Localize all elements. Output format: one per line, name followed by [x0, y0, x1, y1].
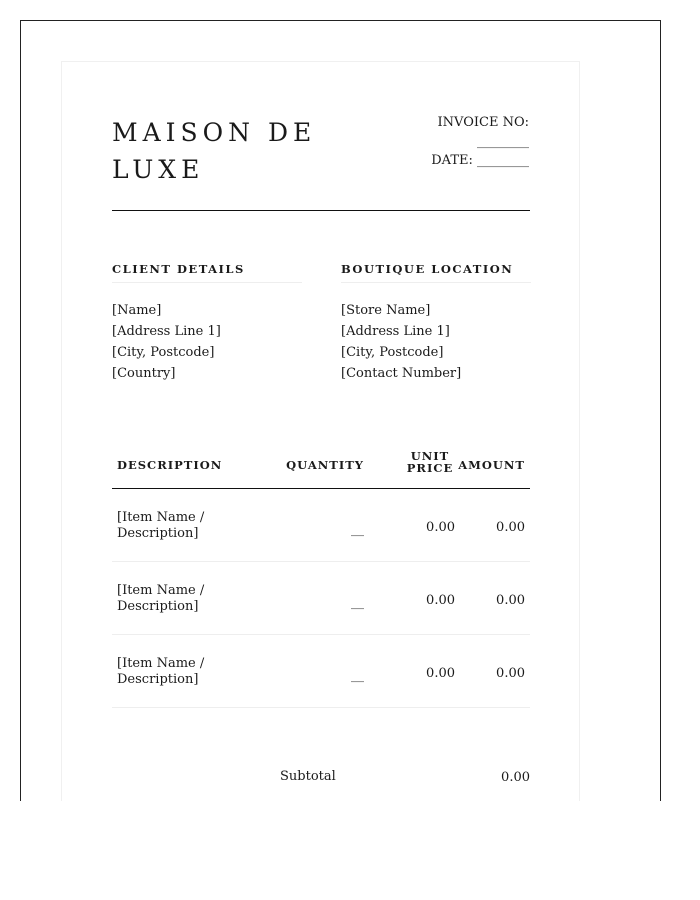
- invoice-date-row: [431, 151, 529, 170]
- client-details-section: [112, 262, 302, 384]
- boutique-city-postcode: [City, Postcode]: [341, 345, 444, 360]
- subtotal-row: [112, 769, 530, 789]
- subtotal-label: Subtotal: [280, 769, 336, 784]
- client-details-heading: CLIENT DETAILS: [112, 262, 302, 283]
- invoice-date-label: DATE:: [431, 153, 473, 168]
- brand-title-line-1: MAISON DE: [112, 118, 317, 147]
- item-description-line-2: Description]: [117, 599, 199, 614]
- line-items-table: [112, 446, 530, 708]
- item-description: [117, 583, 267, 615]
- header-divider: [112, 210, 530, 211]
- item-description-line-2: Description]: [117, 526, 199, 541]
- table-row: [112, 635, 530, 708]
- header-description: DESCRIPTION: [117, 458, 223, 472]
- header-unit-price-line-1: UNIT: [410, 449, 450, 463]
- invoice-number-field[interactable]: ________: [477, 134, 529, 149]
- item-amount: 0.00: [496, 520, 525, 535]
- item-description: [117, 510, 267, 542]
- brand-title-line-2: LUXE: [112, 155, 205, 184]
- table-row: [112, 562, 530, 635]
- boutique-contact-number: [Contact Number]: [341, 366, 462, 381]
- header-quantity: QUANTITY: [286, 458, 364, 472]
- invoice-meta: [431, 113, 529, 170]
- boutique-location-heading: BOUTIQUE LOCATION: [341, 262, 531, 283]
- item-unit-price: 0.00: [426, 666, 455, 681]
- item-description-line-1: [Item Name /: [117, 583, 205, 598]
- boutique-address: [Address Line 1]: [341, 324, 450, 339]
- client-country: [Country]: [112, 366, 176, 381]
- header-unit-price: [405, 450, 455, 474]
- brand-title: [112, 114, 342, 188]
- item-description-line-1: [Item Name /: [117, 656, 205, 671]
- item-unit-price: 0.00: [426, 520, 455, 535]
- header-unit-price-line-2: PRICE: [406, 461, 454, 475]
- item-quantity: __: [351, 522, 364, 537]
- invoice-date-field[interactable]: ________: [477, 153, 529, 168]
- table-header: [112, 446, 530, 489]
- boutique-store-name: [Store Name]: [341, 303, 431, 318]
- boutique-location-section: [341, 262, 531, 384]
- client-name: [Name]: [112, 303, 162, 318]
- header-amount: AMOUNT: [458, 458, 525, 472]
- item-description-line-1: [Item Name /: [117, 510, 205, 525]
- table-row: [112, 489, 530, 562]
- item-amount: 0.00: [496, 666, 525, 681]
- item-description: [117, 656, 267, 688]
- client-address: [Address Line 1]: [112, 324, 221, 339]
- item-quantity: __: [351, 595, 364, 610]
- subtotal-value: 0.00: [501, 770, 530, 785]
- item-amount: 0.00: [496, 593, 525, 608]
- client-city-postcode: [City, Postcode]: [112, 345, 215, 360]
- invoice-number-label: INVOICE NO:: [437, 115, 529, 130]
- item-quantity: __: [351, 668, 364, 683]
- item-unit-price: 0.00: [426, 593, 455, 608]
- item-description-line-2: Description]: [117, 672, 199, 687]
- invoice-sheet: [61, 61, 580, 801]
